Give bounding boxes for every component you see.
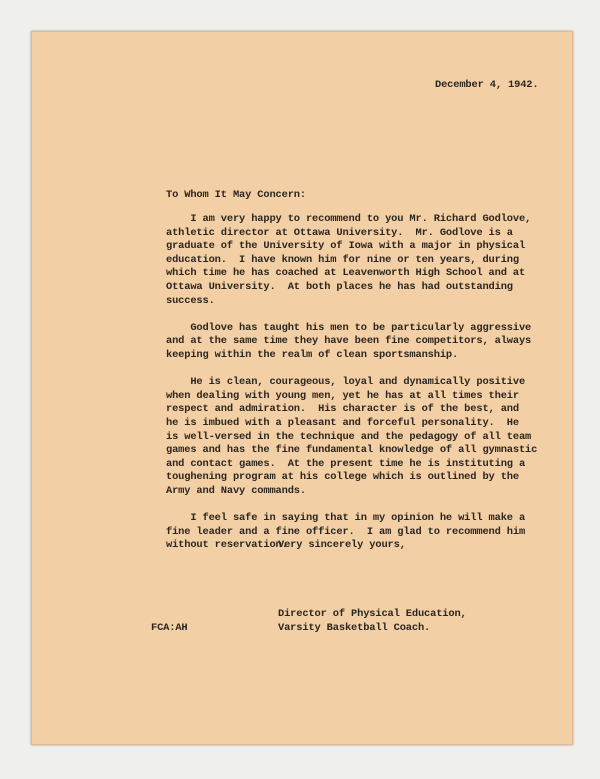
text-line: I am very happy to recommend to you Mr. Richard Godlove, (166, 213, 532, 225)
text-line: Godlove has taught his men to be particularly aggressive (166, 321, 532, 334)
signer-title: Director of Physical Education, (278, 608, 467, 620)
reference-initials: FCA:AH (151, 622, 188, 634)
paragraph-3 (166, 376, 556, 498)
text-line: keeping within the realm of clean sportsmanship. (166, 348, 459, 361)
text-line: Army and Navy commands. (166, 484, 306, 497)
text-line: I feel safe in saying that in my opinion he will make a (166, 512, 526, 525)
paragraph-1 (166, 213, 556, 308)
text-line: education. I have known him for nine or ten years, during (166, 253, 519, 266)
text-line: and at the same time they have been fine competitors, always (166, 335, 532, 348)
letter-body (166, 213, 556, 566)
text-line: is well-versed in the technique and the pedagogy of all team (166, 430, 532, 443)
text-line: which time he has coached at Leavenworth High School and at (166, 267, 526, 280)
text-line: toughening program at his college which is outlined by the (166, 471, 519, 484)
text-line: he is imbued with a pleasant and forceful personality. He (166, 416, 519, 429)
complimentary-close: Very sincerely yours, (278, 539, 406, 551)
letter-date: December 4, 1942. (435, 79, 539, 91)
letter-page (31, 31, 573, 745)
text-line: success. (166, 294, 215, 307)
signature-block (278, 608, 467, 635)
text-line: respect and admiration. His character is of the best, and (166, 403, 519, 416)
text-line: games and has the fine fundamental knowledge of all gymnastic (166, 444, 538, 457)
text-line: athletic director at Ottawa University. Mr. Godlove is a (166, 226, 513, 239)
signer-title-2: Varsity Basketball Coach. (278, 621, 431, 634)
text-line: fine leader and a fine officer. I am glad to recommend him (166, 525, 526, 538)
salutation: To Whom It May Concern: (166, 189, 306, 201)
text-line: and contact games. At the present time he is instituting a (166, 457, 526, 470)
text-line: graduate of the University of Iowa with a major in physical (166, 240, 526, 253)
text-line: when dealing with young men, yet he has at all times their (166, 389, 519, 402)
text-line: Ottawa University. At both places he has had outstanding (166, 280, 513, 293)
text-line: He is clean, courageous, loyal and dynamically positive (166, 376, 526, 389)
paragraph-2 (166, 322, 556, 363)
text-line: without reservation. (166, 539, 288, 552)
